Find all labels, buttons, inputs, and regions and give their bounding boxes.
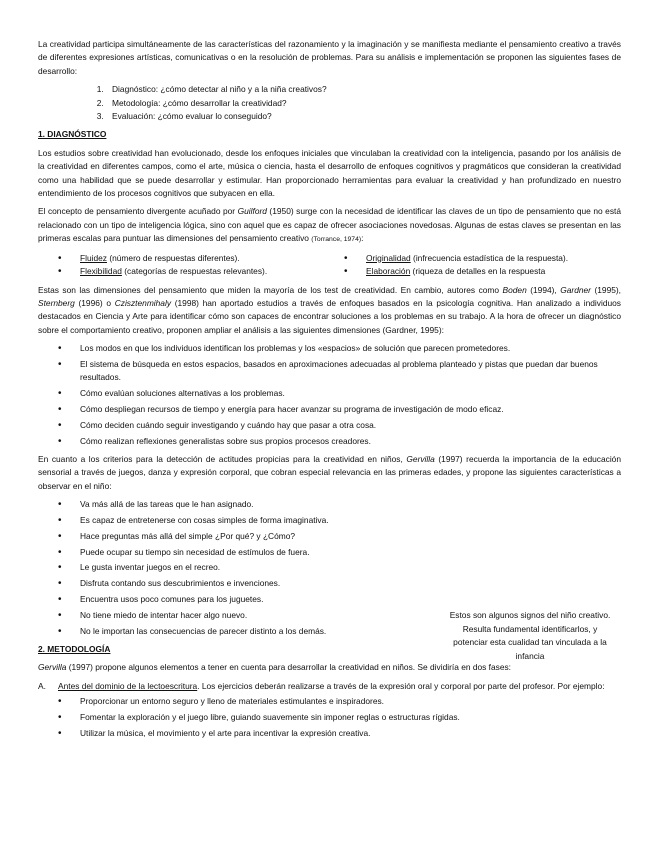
list-item: • Cómo evalúan soluciones alternativas a los problemas. [80, 387, 621, 400]
list-item: • Cómo despliegan recursos de tiempo y energía para hacer avanzar su programa de investigación de modo eficaz. [80, 403, 621, 416]
intro-paragraph: La creatividad participa simultáneamente de las características del razonamiento y la imaginación y se manifiesta mediante el pensamiento creativo a través de diferentes expresiones artísticas, comunicativas o en la resolución de problemas. Para su análisis e implementación se proponen las siguientes fases de desarrollo: [38, 39, 621, 76]
list-item: • Cómo realizan reflexiones generalistas sobre sus propios procesos creadores. [80, 435, 621, 448]
text-run: (1997) propone algunos elementos a tener en cuenta para desarrollar la creatividad en niños. Se dividiría en dos fases: [66, 662, 512, 673]
section-heading-diagnostico: 1. DIAGNÓSTICO [38, 129, 107, 140]
author-name: Gervilla [38, 662, 67, 673]
dimension-desc: (riqueza de detalles en la respuesta [410, 266, 546, 277]
list-item: 3. Evaluación: ¿cómo evaluar lo conseguido? [106, 110, 621, 123]
text-run: (1998) han aportado estudios a través de enfoques basados en la psicología cognitiva. Han analizado a individuos destacados en Ciencia y Arte para identificar cómo son capaces de encontrar soluciones a los problemas en su trabajo. A la hora de ofrecer un diagnóstico sobre el comportamiento creativo, proponen ampliar el análisis a las siguientes dimensiones (Gardner, 1995): [38, 297, 621, 335]
list-item: • Es capaz de entretenerse con cosas simples de forma imaginativa. [80, 514, 621, 527]
author-name: Czisztenmihaly [114, 297, 172, 308]
dimension-desc: (categorías de respuestas relevantes). [121, 266, 268, 277]
list-item [366, 265, 616, 278]
dimension-term: Fluidez [80, 252, 107, 263]
author-name: Gervilla [406, 453, 435, 464]
list-item: • El sistema de búsqueda en estos espacios, basados en aproximaciones adecuadas al problema planteado y pistas que puedan dar buenos resultados. [80, 358, 621, 385]
dimension-term: Originalidad [366, 252, 411, 263]
list-item: • Le gusta inventar juegos en el recreo. [80, 561, 621, 574]
dimension-term: Elaboración [366, 266, 411, 277]
citation: (Torrance, 1974) [311, 236, 362, 244]
list-item: • Va más allá de las tareas que le han asignado. [80, 498, 621, 511]
list-item: • No le importan las consecuencias de parecer distinto a los demás. [80, 625, 621, 638]
author-name: Guilford [237, 206, 267, 217]
text-run: En cuanto a los criterios para la detección de actitudes propicias para la creatividad en niños, [38, 453, 407, 464]
text-run: El concepto de pensamiento divergente acuñado por [38, 206, 238, 217]
dimension-desc: (número de respuestas diferentes). [107, 252, 240, 263]
list-item: • Utilizar la música, el movimiento y el arte para incentivar la expresión creativa. [80, 727, 621, 740]
phase-a-list [38, 695, 621, 740]
list-item: • Puede ocupar su tiempo sin necesidad de estímulos de fuera. [80, 546, 621, 559]
list-item: • Encuentra usos poco comunes para los juguetes. [80, 593, 621, 606]
section-heading-metodologia: 2. METODOLOGÍA [38, 643, 111, 654]
dimensions-extra-list [38, 342, 621, 448]
phases-list [38, 83, 621, 123]
list-item: • No tiene miedo de intentar hacer algo nuevo. [80, 609, 621, 622]
author-name: Boden [502, 284, 527, 295]
text-run: : [361, 233, 364, 244]
dimensions-list [38, 252, 621, 279]
list-item: • Proporcionar un entorno seguro y lleno de materiales estimulantes e inspiradores. [80, 695, 621, 708]
text-run: (1950) surge con la necesidad de identificar las claves de un tipo de pensamiento que no está relacionado con un tipo de inteligencia lógica, sino con aquel que es capaz de ofrecer asociaciones novedosas. Algunas de estas claves se presentan en las primeras escalas para puntuar las dimensiones del pensamiento creativo [38, 206, 621, 244]
author-name: Gardner [560, 284, 591, 295]
text-run: Estas son las dimensiones del pensamiento que miden la mayoría de los test de creatividad. En cambio, autores como [38, 284, 503, 295]
list-item: • Disfruta contando sus descubrimientos e invenciones. [80, 577, 621, 590]
text-run: (1995), [590, 284, 621, 295]
dimension-desc: (infrecuencia estadística de la respuesta). [410, 252, 569, 263]
diagnostico-paragraph-3 [38, 284, 621, 338]
list-item: • Hace preguntas más allá del simple ¿Por qué? y ¿Cómo? [80, 530, 621, 543]
dimension-term: Flexibilidad [80, 266, 122, 277]
list-item [366, 252, 616, 265]
text-run: (1997) recuerda la importancia de la educación sensorial a través de juegos, danza y expresión corporal, que cobran especial relevancia en las primeras edades, y propone las siguientes características a observar en el niño: [38, 453, 621, 491]
author-name: Sternberg [38, 297, 75, 308]
text-run: . Los ejercicios deberán realizarse a través de la expresión oral y corporal por parte del profesor. Por ejemplo: [197, 680, 605, 691]
diagnostico-paragraph-4 [38, 453, 621, 493]
list-item [80, 265, 330, 278]
text-run: (1994), [526, 284, 561, 295]
list-item: • Cómo deciden cuándo seguir investigando y cuándo hay que pasar a otra cosa. [80, 419, 621, 432]
phase-title: Antes del dominio de la lectoescritura [58, 680, 198, 691]
diagnostico-paragraph-1: Los estudios sobre creatividad han evolucionado, desde los enfoques iniciales que vinculaban la creatividad con la inteligencia, pasando por los análisis de la creatividad en diferentes campos, como el arte, música o ciencia, hasta el desarrollo de enfoques cognitivos y pragmáticos que consideran la creatividad como una habilidad que se puede desarrollar y estimular. Han proporcionado herramientas para evaluar la creatividad y han profundizado en nuestro entendimiento de los procesos cognitivos que subyacen en ella. [38, 147, 621, 199]
phase-a-item [38, 680, 621, 693]
diagnostico-paragraph-2 [38, 205, 621, 246]
list-item: 2. Metodología: ¿cómo desarrollar la creatividad? [106, 97, 621, 110]
list-item: 1. Diagnóstico: ¿cómo detectar al niño y a la niña creativos? [106, 83, 621, 96]
list-item [80, 252, 330, 265]
text-run: (1996) o [74, 297, 115, 308]
list-item: • Los modos en que los individuos identifican los problemas y los «espacios» de solución que parecen prometedores. [80, 342, 621, 355]
phase-marker: A. [38, 680, 46, 691]
list-item: • Fomentar la exploración y el juego libre, guiando suavemente sin imponer reglas o estructuras rígidas. [80, 711, 621, 724]
sidebar-note: Estos son algunos signos del niño creativo. Resulta fundamental identificarlos, y potenciar esta cualidad tan vinculada a la infancia [449, 610, 611, 661]
